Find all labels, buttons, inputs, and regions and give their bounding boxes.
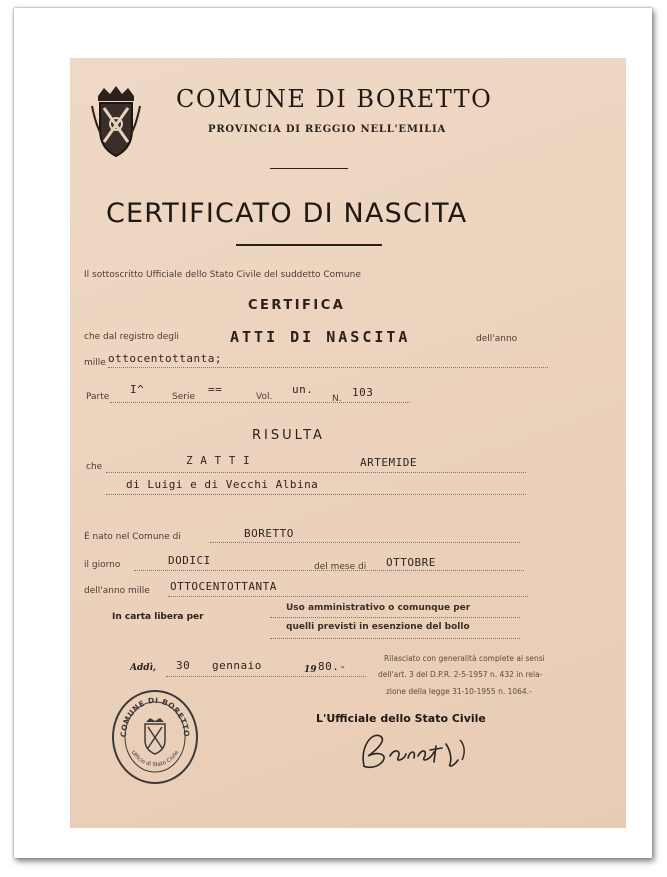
registry-prefix: che dal registro degli: [84, 332, 179, 342]
registry-mille-label: mille: [84, 358, 106, 368]
province-name: PROVINCIA DI REGGIO NELL'EMILIA: [208, 124, 447, 135]
seal-top-text: COMUNE DI BORETTO: [118, 695, 192, 738]
register-name: ATTI DI NASCITA: [230, 328, 411, 346]
person-parents: di Luigi e di Vecchi Albina: [126, 478, 319, 491]
release-note-line-3: zione della legge 31-10-1955 n. 1064.-: [386, 687, 532, 696]
birth-comune-dots: [210, 542, 520, 543]
certifica-heading: CERTIFICA: [248, 298, 346, 313]
municipal-seal-stamp: [112, 690, 198, 784]
officer-label: L'Ufficiale dello Stato Civile: [316, 712, 486, 725]
registry-year-dots: [108, 367, 548, 368]
officer-signature: [350, 726, 480, 774]
birth-day: DODICI: [168, 554, 211, 567]
addi-label: Addì,: [130, 663, 157, 673]
registry-year-value: ottocentottanta;: [108, 352, 222, 365]
municipality-name: COMUNE DI BORETTO: [176, 85, 493, 113]
person-surname: Z A T T I: [186, 454, 251, 467]
date-dots: [166, 676, 366, 677]
usage-dots-2: [270, 638, 520, 639]
svg-text:COMUNE DI BORETTO: [119, 696, 191, 738]
che-label: che: [86, 462, 103, 472]
title-underline: [236, 244, 382, 246]
n-value: 103: [352, 386, 374, 399]
birth-month: OTTOBRE: [386, 556, 436, 569]
risulta-heading: RISULTA: [252, 428, 325, 443]
birth-comune: BORETTO: [244, 527, 294, 540]
usage-label: In carta libera per: [112, 612, 204, 622]
person-parents-dots: [106, 494, 526, 495]
date-month: gennaio: [212, 659, 262, 672]
release-note-line-2: dell'art. 3 del D.P.R. 2-5-1957 n. 432 in rela-: [378, 670, 543, 679]
date-day: 30: [176, 659, 191, 672]
serie-label: Serie: [172, 392, 195, 402]
person-given-name: ARTEMIDE: [360, 456, 417, 469]
vol-value: un.: [292, 383, 314, 396]
date-year-suffix: 80.-: [318, 660, 347, 673]
day-label: il giorno: [84, 560, 121, 570]
seal-bottom-text: Ufficio di Stato Civile: [129, 749, 181, 769]
birth-year-dots: [168, 596, 528, 597]
seal-ring-text: [114, 692, 196, 782]
n-label: N.: [332, 394, 342, 404]
intro-text: Il sottoscritto Ufficiale dello Stato Civile del suddetto Comune: [84, 270, 361, 280]
coat-of-arms-emblem: [90, 86, 142, 158]
month-label: del mese di: [314, 562, 367, 572]
date-year-prefix: 19: [304, 665, 317, 675]
release-note-line-1: Rilasciato con generalità complete ai sensi: [384, 654, 545, 663]
parte-dots: [110, 402, 410, 403]
usage-dots-1: [270, 617, 520, 618]
usage-line-2: quelli previsti in esenzione del bollo: [286, 622, 470, 632]
vol-label: Vol.: [256, 392, 273, 402]
parte-value: I^: [130, 383, 145, 396]
photo-frame: [14, 8, 652, 858]
birth-year: OTTOCENTOTTANTA: [170, 580, 277, 593]
registry-year-label: dell'anno: [476, 334, 518, 344]
birth-day-dots: [134, 570, 524, 571]
certificate-paper: [70, 58, 626, 828]
serie-value: ==: [208, 383, 223, 396]
person-name-dots: [106, 472, 526, 473]
header-divider: [270, 168, 348, 169]
born-label: È nato nel Comune di: [84, 532, 181, 542]
usage-line-1: Uso amministrativo o comunque per: [286, 603, 471, 613]
year-label: dell'anno mille: [84, 586, 150, 596]
certificate-title: CERTIFICATO DI NASCITA: [106, 198, 468, 229]
parte-label: Parte: [86, 392, 110, 402]
